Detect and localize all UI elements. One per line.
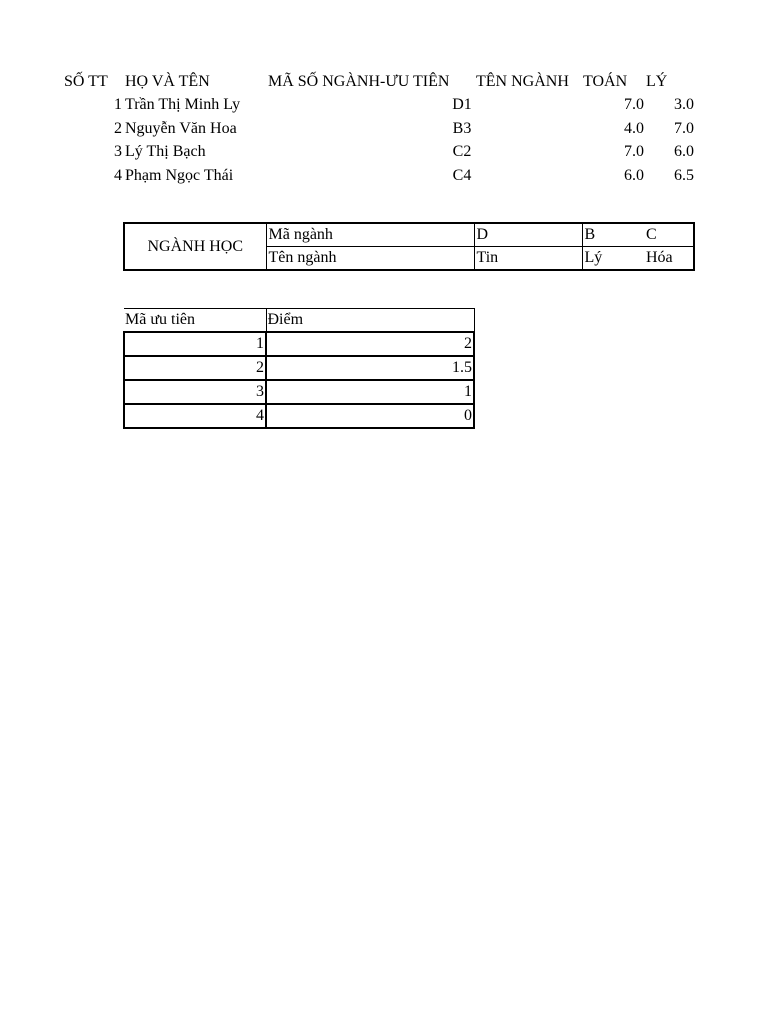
table-row	[124, 356, 474, 380]
row-name: Trần Thị Minh Ly	[125, 96, 241, 113]
row-stt: 1	[114, 96, 122, 113]
major-name-tin: Tin	[474, 247, 582, 271]
row-code: B3	[452, 120, 472, 137]
header-code: MÃ SỐ NGÀNH-ƯU TIÊN	[268, 73, 450, 90]
row-stt: 2	[114, 120, 122, 137]
row-physics: 7.0	[674, 120, 694, 137]
major-table-title: NGÀNH HỌC	[124, 223, 266, 270]
header-major: TÊN NGÀNH	[476, 73, 569, 90]
row-physics: 6.5	[674, 167, 694, 184]
priority-score: 1.5	[266, 356, 474, 380]
priority-code: 3	[124, 380, 266, 404]
row-math: 7.0	[624, 143, 644, 160]
priority-code: 1	[124, 332, 266, 356]
priority-code: 4	[124, 404, 266, 428]
header-math: TOÁN	[583, 73, 628, 90]
priority-header-score: Điểm	[266, 309, 474, 333]
header-stt: SỐ TT	[64, 73, 108, 90]
table-row	[124, 380, 474, 404]
table-row	[124, 332, 474, 356]
major-code-d: D	[474, 223, 582, 247]
major-name-hoa: Hóa	[646, 249, 673, 266]
major-code-label: Mã ngành	[266, 223, 474, 247]
priority-code: 2	[124, 356, 266, 380]
row-math: 6.0	[624, 167, 644, 184]
row-math: 7.0	[624, 96, 644, 113]
major-table	[123, 222, 695, 271]
priority-header-code: Mã ưu tiên	[124, 309, 266, 333]
priority-score: 2	[266, 332, 474, 356]
row-stt: 4	[114, 167, 122, 184]
table-row	[124, 404, 474, 428]
row-stt: 3	[114, 143, 122, 160]
row-name: Phạm Ngọc Thái	[125, 167, 234, 184]
major-code-c: C	[644, 223, 694, 247]
major-name-label: Tên ngành	[266, 247, 474, 271]
row-code: C4	[452, 167, 472, 184]
major-name-ly: Lý	[584, 249, 603, 266]
row-name: Lý Thị Bạch	[125, 143, 206, 160]
row-math: 4.0	[624, 120, 644, 137]
row-name: Nguyễn Văn Hoa	[125, 120, 237, 137]
header-name: HỌ VÀ TÊN	[125, 73, 210, 90]
priority-score: 1	[266, 380, 474, 404]
header-physics: LÝ	[646, 73, 668, 90]
priority-score: 0	[266, 404, 474, 428]
priority-table	[123, 308, 475, 429]
major-code-b: B	[582, 223, 644, 247]
row-physics: 3.0	[674, 96, 694, 113]
row-code: C2	[452, 143, 472, 160]
row-physics: 6.0	[674, 143, 694, 160]
row-code: D1	[452, 96, 472, 113]
